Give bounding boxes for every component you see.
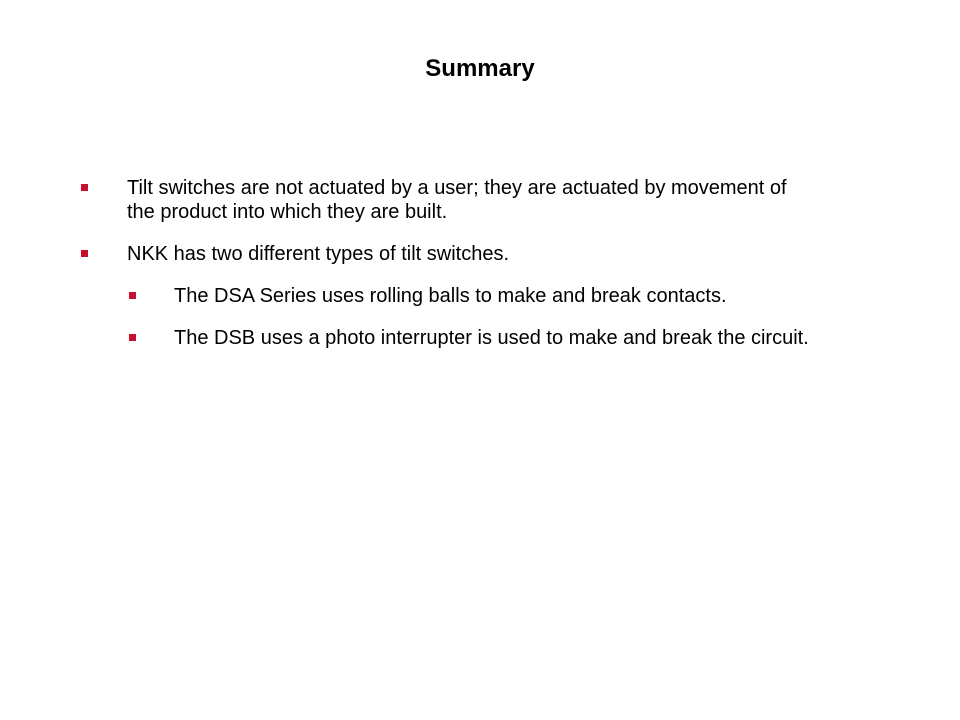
bullet-item [0,176,807,224]
square-bullet-icon [81,184,88,191]
bullet-item [0,242,807,266]
sub-bullet-text: The DSB uses a photo interrupter is used to make and break the circuit. [174,327,809,349]
slide-title: Summary [425,55,535,82]
square-bullet-icon [129,334,136,341]
sub-bullet-item [0,284,864,308]
sub-bullet-item [0,326,864,350]
square-bullet-icon [81,250,88,257]
bullet-text: Tilt switches are not actuated by a user; they are actuated by movement of the product into which they are built. [127,177,787,223]
square-bullet-icon [129,292,136,299]
sub-bullet-text: The DSA Series uses rolling balls to make and break contacts. [174,285,727,307]
bullet-text: NKK has two different types of tilt switches. [127,243,510,265]
bullet-list [0,176,960,350]
